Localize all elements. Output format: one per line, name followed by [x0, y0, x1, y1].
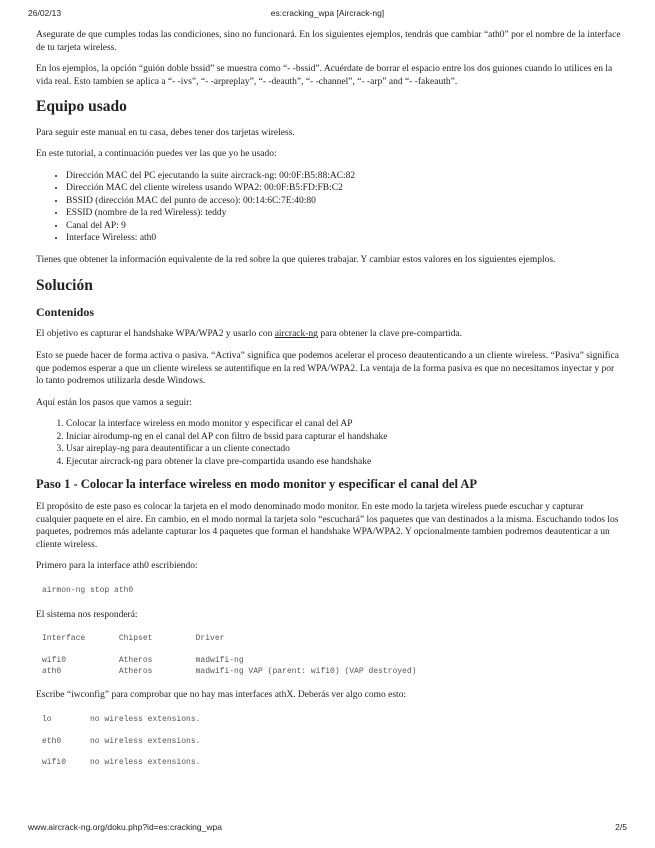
list-item: 2. Iniciar airodump-ng en el canal del AP con filtro de bssid para capturar el handshake — [66, 431, 621, 444]
equipo-paragraph-2: En este tutorial, a continuación puedes ver las que yo he usado: — [36, 149, 277, 160]
list-item: • Interface Wireless: ath0 — [66, 232, 621, 245]
heading-equipo-usado: Equipo usado — [36, 98, 127, 116]
paso1-paragraph-1: El propósito de este paso es colocar la tarjeta en el modo denominado modo monitor. En este modo la tarjeta wireless puede escuchar y capturar cualquier paquete en el aire. En cambio, en el modo normal la tarjeta solo “escuchará” los paquetes que van destinados a la misma. Escuchando todos los paquetes, podremos más adelante capturar los 4 paquetes que forman el handshake WPA/WPA2. Y opcionalmente tambien podremos deautenticar a un cliente wireless. — [36, 502, 619, 550]
equipo-paragraph-1: Para seguir este manual en tu casa, debes tener dos tarjetas wireless. — [36, 127, 295, 138]
intro-paragraph-1: Asegurate de que cumples todas las condiciones, sino no funcionará. En los siguientes ejemplos, tendrás que cambiar “ath0” por el nombre de la interface de tu tarjeta wireless. — [36, 30, 621, 53]
steps-list — [36, 418, 621, 468]
document-body — [36, 29, 621, 781]
code-airmon-stop: airmon-ng stop ath0 — [42, 585, 134, 595]
airmon-output: Interface Chipset Driver wifi0 Atheros madwifi-ng ath0 Atheros madwifi-ng VAP (parent: wifi0) (VAP destroyed) — [42, 634, 417, 676]
heading-contenidos: Contenidos — [36, 305, 95, 320]
aircrack-ng-link[interactable]: aircrack-ng — [274, 329, 318, 340]
paso1-paragraph-4: Escribe “iwconfig” para comprobar que no hay mas interfaces athX. Deberás ver algo como esto: — [36, 690, 407, 701]
list-item: 3. Usar aireplay-ng para deautentificar a un cliente conectado — [66, 443, 621, 456]
paso1-paragraph-3: El sistema nos responderá: — [36, 609, 138, 620]
list-item: 1. Colocar la interface wireless en modo monitor y especificar el canal del AP — [66, 418, 621, 431]
intro-paragraph-2: En los ejemplos, la opción “guión doble bssid” se muestra como “- -bssid”. Acuérdate de borrar el espacio entre los dos guiones cuando lo utilices en la vida real. Esto tambien se aplica a “- -ivs”, “- -arpreplay”, “- -deauth”, “- -channel”, “- -arp” and “- -fakeauth”. — [36, 64, 613, 87]
equipment-list — [36, 170, 621, 245]
print-date: 26/02/13 — [28, 8, 62, 18]
solucion-paragraph-1: El objetivo es capturar el handshake WPA/WPA2 y usarlo con aircrack-ng para obtener la clave pre-compartida. — [36, 329, 462, 340]
heading-solucion: Solución — [36, 276, 93, 294]
solucion-paragraph-2: Esto se puede hacer de forma activa o pasiva. “Activa” significa que podemos acelerar el proceso deautenticando a un cliente wireless. “Pasiva” significa que podemos esperar a que un cliente wireless se autentifique en la red WPA/WPA2. La ventaja de la forma pasiva es que no necesitamos inyectar y por lo tanto podremos utilizarla desde Windows. — [36, 351, 619, 387]
list-item: • Dirección MAC del PC ejecutando la suite aircrack-ng: 00:0F:B5:88:AC:82 — [66, 170, 621, 183]
list-item: 4. Ejecutar aircrack-ng para obtener la clave pre-compartida usando ese handshake — [66, 456, 621, 469]
page-number: 2/5 — [615, 822, 627, 832]
page-footer — [28, 822, 627, 834]
page-header — [28, 8, 627, 20]
paso1-paragraph-2: Primero para la interface ath0 escribiendo: — [36, 561, 198, 572]
page-url: www.aircrack-ng.org/doku.php?id=es:cracking_wpa — [28, 822, 222, 832]
list-item: • Canal del AP: 9 — [66, 220, 621, 233]
page-title: es:cracking_wpa [Aircrack-ng] — [270, 8, 385, 18]
list-item: • BSSID (dirección MAC del punto de acceso): 00:14:6C:7E:40:80 — [66, 195, 621, 208]
heading-paso-1: Paso 1 - Colocar la interface wireless en modo monitor y especificar el canal del AP — [36, 477, 478, 492]
iwconfig-output: lo no wireless extensions. eth0 no wireless extensions. wifi0 no wireless extensions. — [42, 714, 201, 768]
list-item: • Dirección MAC del cliente wireless usando WPA2: 00:0F:B5:FD:FB:C2 — [66, 182, 621, 195]
equipo-paragraph-3: Tienes que obtener la información equivalente de la red sobre la que quieres trabajar. Y cambiar estos valores en los siguientes ejemplos. — [36, 254, 556, 265]
solucion-paragraph-3: Aquí están los pasos que vamos a seguir: — [36, 397, 192, 408]
list-item: • ESSID (nombre de la red Wireless): teddy — [66, 207, 621, 220]
